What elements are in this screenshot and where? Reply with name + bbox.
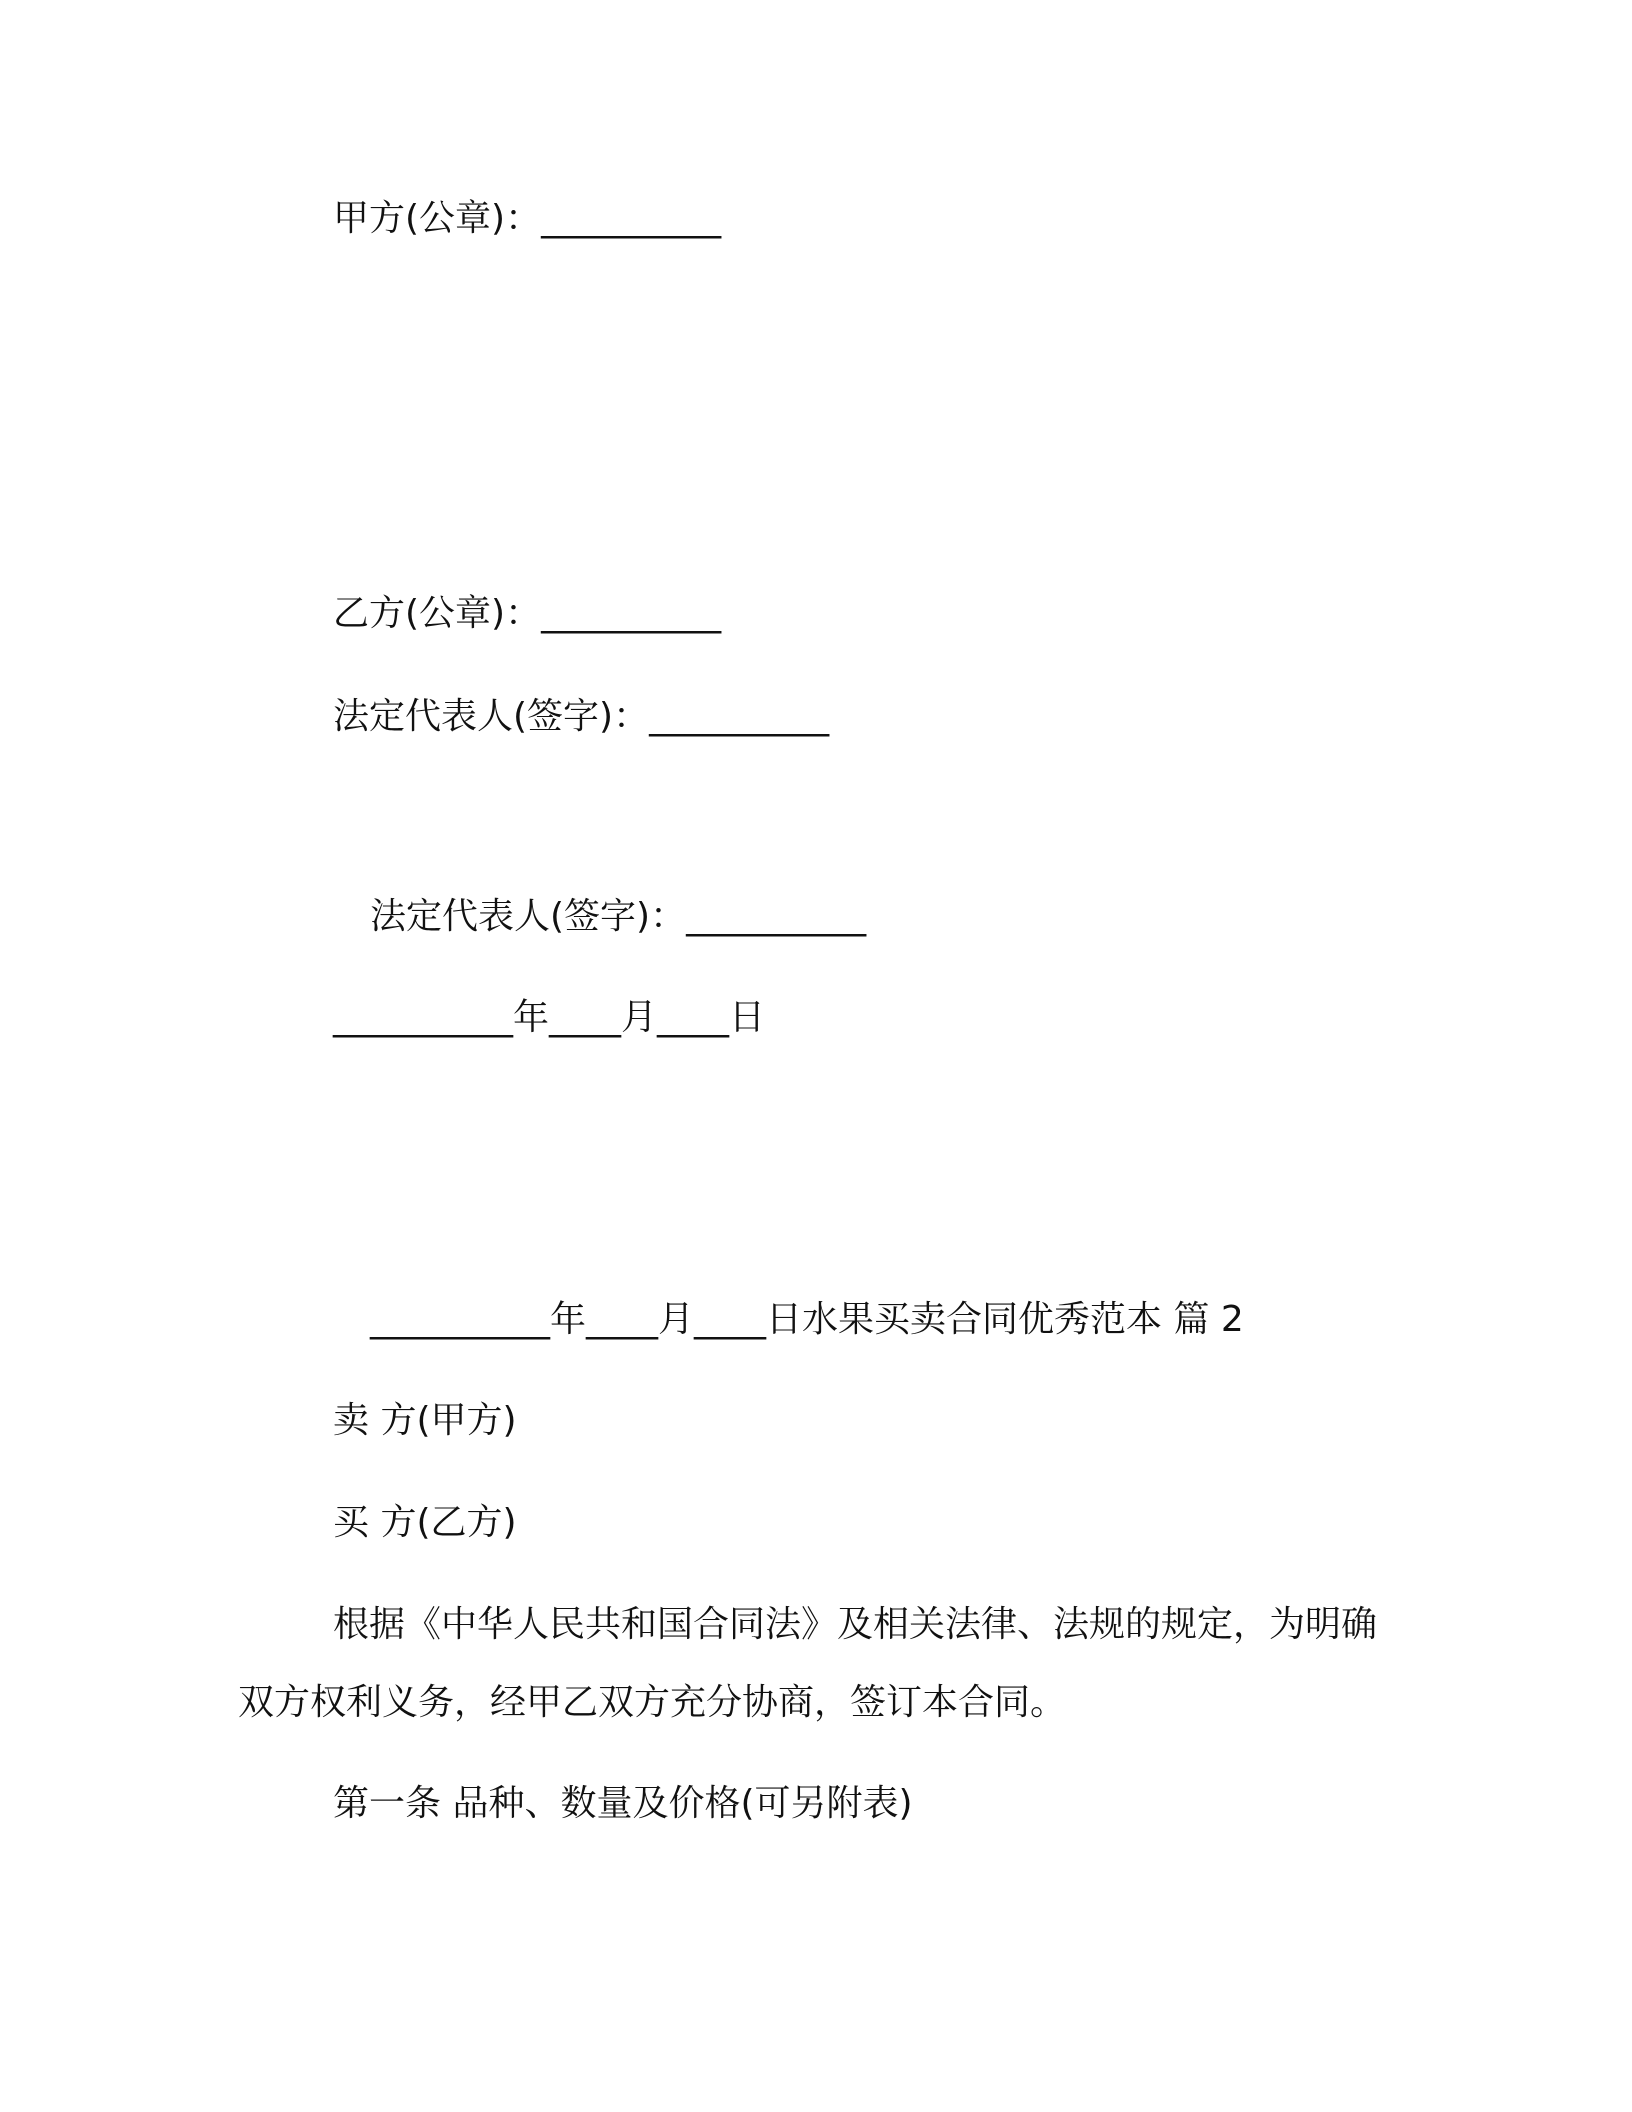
date-line: __________年____月____日	[333, 997, 765, 1038]
intro-paragraph: 根据《中华人民共和国合同法》及相关法律、法规的规定，为明确双方权利义务，经甲乙双方充分协商，签订本合同。	[238, 1604, 1378, 1723]
party-a-seal-line: 甲方(公章)：__________	[333, 198, 722, 239]
buyer-line: 买 方(乙方)	[333, 1502, 517, 1543]
section-title-line: __________年____月____日水果买卖合同优秀范本 篇 2	[370, 1299, 1244, 1340]
legal-rep-signature-line: 法定代表人(签字)：__________	[333, 696, 830, 737]
legal-rep-signature-line-indented: 法定代表人(签字)：__________	[370, 896, 867, 937]
seller-line: 卖 方(甲方)	[333, 1400, 517, 1441]
party-b-seal-line: 乙方(公章)：__________	[333, 593, 722, 634]
article-1-heading: 第一条 品种、数量及价格(可另附表)	[333, 1783, 913, 1824]
